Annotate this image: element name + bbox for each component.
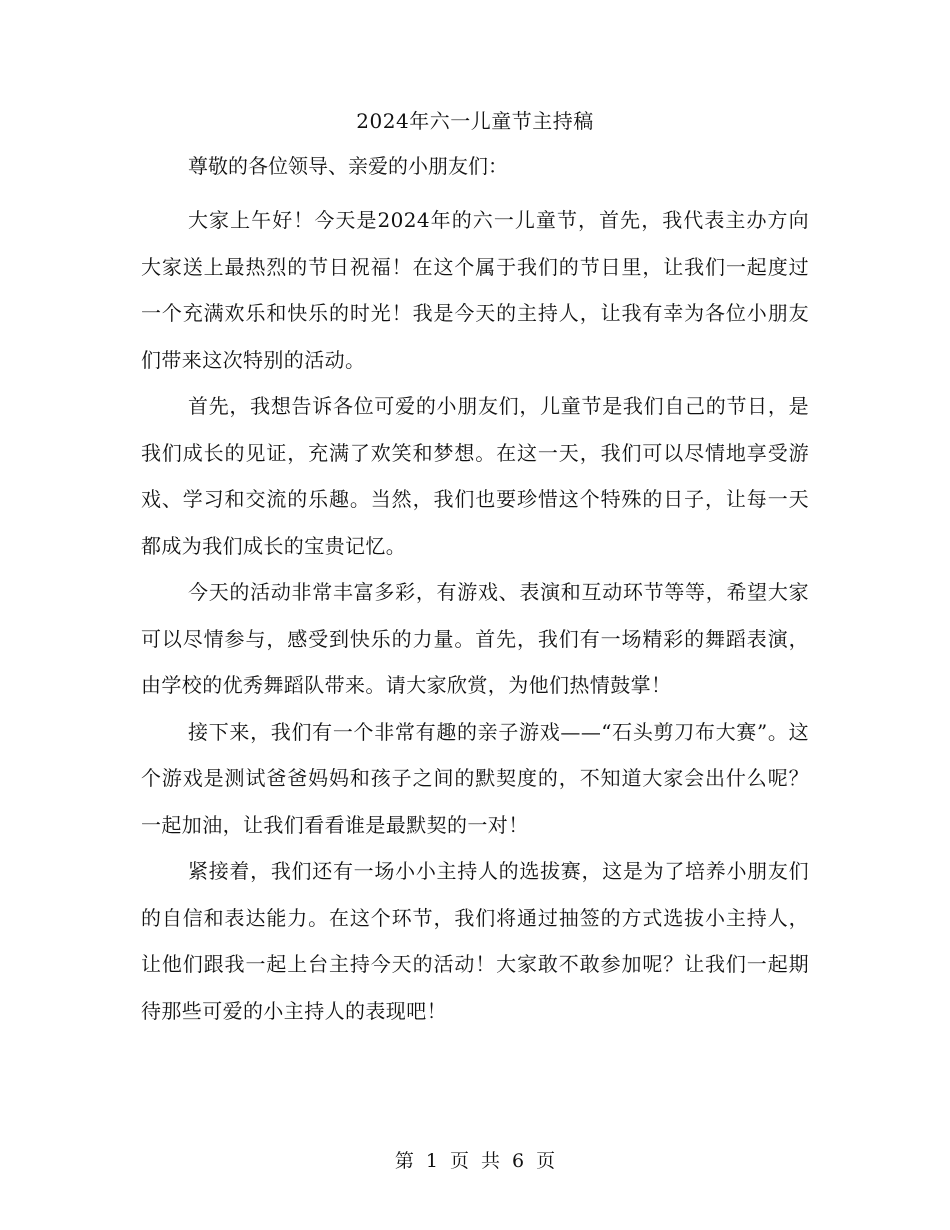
document-title: 2024年六一儿童节主持稿 [356, 109, 594, 133]
page-number-footer: 第 1 页 共 6 页 [394, 1150, 556, 1172]
document-body [141, 197, 809, 1034]
greeting-line: 尊敬的各位领导、亲爱的小朋友们： [188, 154, 508, 178]
paragraph-opening: 大家上午好！今天是2024年的六一儿童节，首先，我代表主办方向大家送上最热烈的节日祝福！在这个属于我们的节日里，让我们一起度过一个充满欢乐和快乐的时光！我是今天的主持人，让我有幸为各位小朋友们带来这次特别的活动。 [141, 208, 809, 372]
paragraph-childrens-day: 首先，我想告诉各位可爱的小朋友们，儿童节是我们自己的节日，是我们成长的见证，充满了欢笑和梦想。在这一天，我们可以尽情地享受游戏、学习和交流的乐趣。当然，我们也要珍惜这个特殊的日子，让每一天都成为我们成长的宝贵记忆。 [141, 394, 809, 558]
paragraph-activities: 今天的活动非常丰富多彩，有游戏、表演和互动环节等等，希望大家可以尽情参与，感受到快乐的力量。首先，我们有一场精彩的舞蹈表演，由学校的优秀舞蹈队带来。请大家欣赏，为他们热情鼓掌！ [141, 580, 809, 697]
paragraph-host-selection: 紧接着，我们还有一场小小主持人的选拔赛，这是为了培养小朋友们的自信和表达能力。在这个环节，我们将通过抽签的方式选拔小主持人，让他们跟我一起上台主持今天的活动！大家敢不敢参加呢？让我们一起期待那些可爱的小主持人的表现吧！ [141, 859, 809, 1023]
paragraph-parent-child-game: 接下来，我们有一个非常有趣的亲子游戏——“石头剪刀布大赛”。这个游戏是测试爸爸妈妈和孩子之间的默契度的，不知道大家会出什么呢？一起加油，让我们看看谁是最默契的一对！ [141, 719, 809, 837]
